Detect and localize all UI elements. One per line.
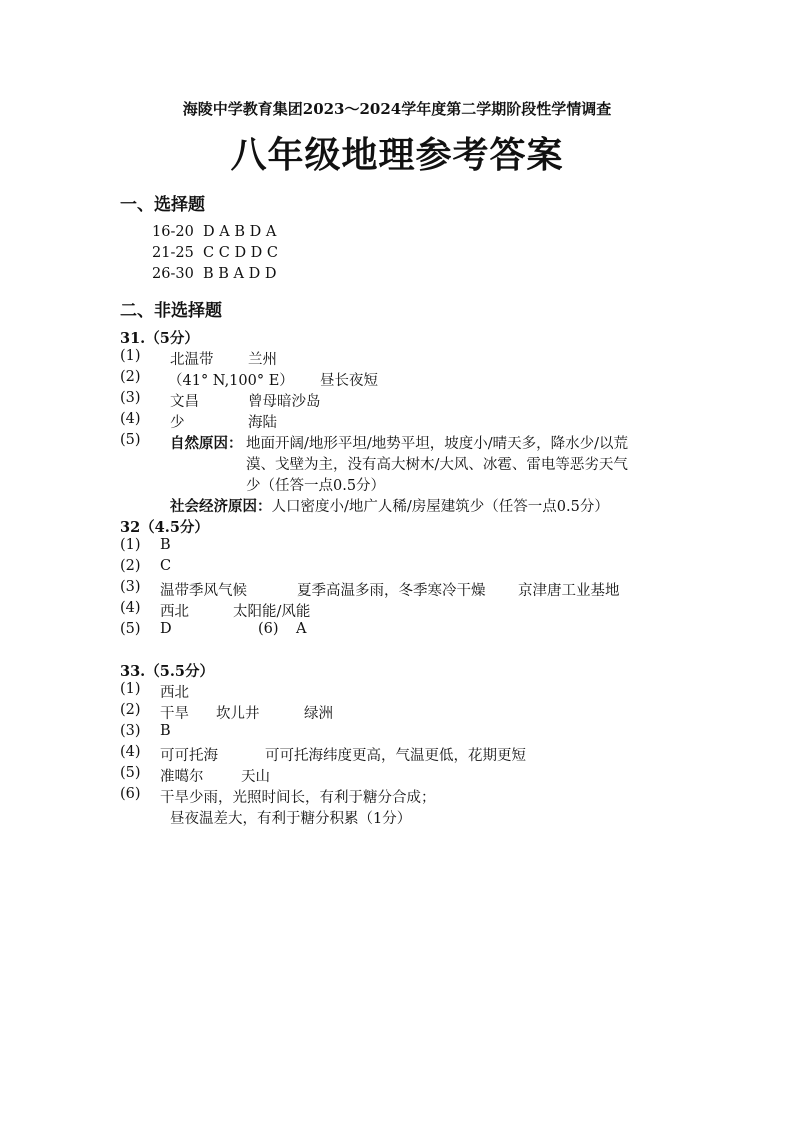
answer-row-16-20: 16-20 D A B D A — [152, 224, 277, 240]
q31-natural-line3: 少（任答一点0.5分） — [246, 478, 386, 494]
q31-natural-label: 自然原因： — [170, 435, 243, 452]
q33-item-3: (3) B — [120, 723, 171, 739]
q32-title: 32（4.5分） — [120, 519, 209, 536]
q31-social: 社会经济原因：人口密度小/地广人稀/房屋建筑少（任答一点0.5分） — [170, 498, 609, 515]
q31-item-1: (1) 北温带 兰州 — [120, 348, 277, 368]
document-header: 海陵中学教育集团2023～2024学年度第二学期阶段性学情调查 — [182, 100, 612, 118]
q31-item-5-num: (5) — [120, 432, 141, 448]
q31-natural-line1: 地面开阔/地形平坦/地势平坦，坡度小/晴天多，降水少/以荒 — [246, 436, 629, 452]
answer-row-21-25: 21-25 C C D D C — [152, 245, 279, 261]
q33-title: 33.（5.5分） — [120, 663, 214, 680]
q33-item-4: (4) 可可托海 可可托海纬度更高，气温更低，花期更短 — [120, 744, 526, 764]
q31-item-2: (2) （41° N,100° E） 昼长夜短 — [120, 369, 378, 389]
q31-title: 31.（5分） — [120, 330, 199, 347]
q33-item-1: (1) 西北 — [120, 681, 189, 701]
section-nonchoice-heading: 二、非选择题 — [120, 301, 222, 321]
answer-row-26-30: 26-30 B B A D D — [152, 266, 277, 282]
q31-item-4: (4) 少 海陆 — [120, 411, 277, 431]
q32-item-1: (1) B — [120, 537, 171, 553]
q33-item-6: (6) 干旱少雨，光照时间长，有利于糖分合成； — [120, 786, 436, 806]
q33-item-6-line2: 昼夜温差大，有利于糖分积累（1分） — [170, 811, 412, 827]
q32-item-5-6: (5) D (6) A — [120, 621, 307, 637]
q31-item-3: (3) 文昌 曾母暗沙岛 — [120, 390, 321, 410]
q31-natural-line2: 漠、戈壁为主，没有高大树木/大风、冰雹、雷电等恶劣天气 — [246, 457, 628, 473]
section-choice-heading: 一、选择题 — [120, 195, 205, 215]
q32-item-3: (3) 温带季风气候 夏季高温多雨，冬季寒冷干燥 京津唐工业基地 — [120, 579, 620, 599]
q32-item-4: (4) 西北 太阳能/风能 — [120, 600, 311, 620]
q33-item-5: (5) 准噶尔 天山 — [120, 765, 270, 785]
document-title: 八年级地理参考答案 — [230, 134, 564, 176]
q32-item-2: (2) C — [120, 558, 172, 574]
q33-item-2: (2) 干旱 坎儿井 绿洲 — [120, 702, 333, 722]
